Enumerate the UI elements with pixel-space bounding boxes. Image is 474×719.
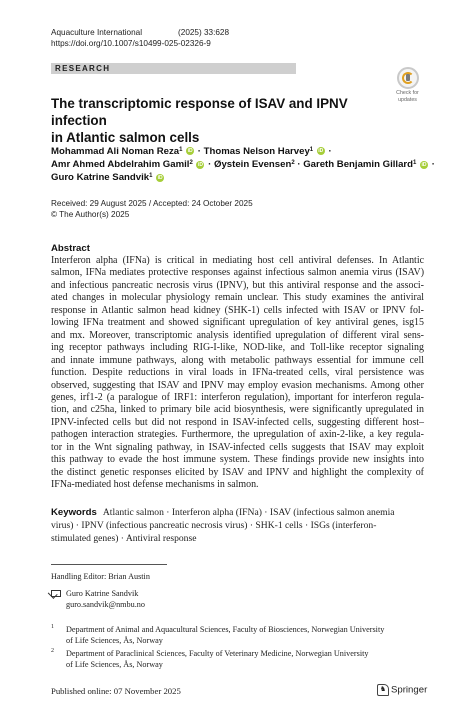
envelope-icon <box>51 590 61 597</box>
author-affiliation-ref: 1 <box>179 147 183 153</box>
journal-name: Aquaculture International <box>51 28 143 37</box>
abstract-line: salmon, IFNa mediates protective responses against infectious salmon anemia virus (ISAV) <box>51 267 424 279</box>
author-list <box>51 145 441 185</box>
orcid-icon[interactable]: iD <box>187 148 193 155</box>
author-separator: · <box>429 159 435 171</box>
author-name[interactable]: Thomas Nelson Harvey <box>203 146 310 157</box>
section-banner <box>51 63 296 74</box>
orcid-icon[interactable]: iD <box>197 161 203 168</box>
author-name[interactable]: Øystein Evensen <box>213 159 292 171</box>
article-dates <box>51 198 253 220</box>
author-name[interactable]: Amr Ahmed Abdelrahim Gamil <box>51 159 190 171</box>
check-for-updates-icon <box>397 67 419 89</box>
abstract-line: lowing IFNa treatment and showed significant upregulation of key antiviral genes, isg15 <box>51 317 424 329</box>
abstract-line: ated changes in molecular physiology remain unclear. This study examines the antiviral <box>51 292 424 304</box>
author-line-2 <box>51 158 441 171</box>
affiliation-line-2: of Life Sciences, Ås, Norway <box>66 660 163 669</box>
article-title <box>51 95 381 146</box>
abstract-line: function. Despite reductions in viral loads in IFNa-treated cells, viral persistence was <box>51 367 424 379</box>
springer-logo[interactable] <box>377 684 427 697</box>
abstract-line: pathogen interaction strategies. Furthermore, the upregulation of axin-2-like, a key regula- <box>51 429 424 441</box>
keywords-line-1 <box>51 506 424 519</box>
abstract-body <box>51 255 424 492</box>
abstract-line: response in Atlantic salmon head kidney (SHK-1) cells infected with ISAV or IPNV fol- <box>51 304 424 316</box>
orcid-icon[interactable]: iD <box>421 161 427 168</box>
orcid-icon[interactable]: iD <box>157 174 163 181</box>
abstract-line: and infectious pancreatic necrosis virus (IPNV), but this antiviral response and the associ- <box>51 279 424 291</box>
author-affiliation-ref: 1 <box>413 160 417 167</box>
check-label-line2: updates <box>398 97 417 103</box>
author-name[interactable]: Gareth Benjamin Gillard <box>303 159 414 171</box>
author-affiliation-ref: 2 <box>189 160 193 167</box>
abstract-line: tor in the Wnt signaling pathway, in ISAV-infected cells suggests that ISAV may exploit <box>51 441 424 453</box>
doi-link[interactable]: https://doi.org/10.1007/s10499-025-02326-9 <box>51 39 211 48</box>
abstract-line: ing receptor pathways including RIG-I-like, NOD-like, and Toll-like receptor signaling <box>51 342 424 354</box>
abstract-line: and innate immune pathways, along with metabolic pathways essential for immune cell <box>51 354 424 366</box>
author-separator: · <box>325 146 332 157</box>
journal-line <box>51 27 229 38</box>
keywords-line-2: virus) · IPNV (infectious pancreatic necrosis virus) · SHK-1 cells · ISGs (interferon- <box>51 520 377 531</box>
author-affiliation-ref: 2 <box>291 160 295 167</box>
check-label-line1: Check for <box>396 90 419 96</box>
publisher-name: Springer <box>391 684 428 696</box>
affiliation-text <box>66 648 426 670</box>
affiliation-number: 2 <box>51 648 54 654</box>
title-line-2: in Atlantic salmon cells <box>51 130 200 145</box>
keywords-text-1: Atlantic salmon · Interferon alpha (IFNa) · ISAV (infectious salmon anemia <box>102 507 395 518</box>
author-name[interactable]: Guro Katrine Sandvik <box>51 172 150 184</box>
abstract-line: this pathway to evade the host immune system. These findings provide new insights into <box>51 454 424 466</box>
abstract-line: the distinct genetic responses elicited by ISAV and IPNV and highlight the complexity of <box>51 466 424 478</box>
affiliation-number: 1 <box>51 624 54 630</box>
correspondence-name: Guro Katrine Sandvik <box>66 589 139 598</box>
check-for-updates-badge[interactable] <box>391 67 424 103</box>
author-affiliation-ref: 1 <box>309 147 314 153</box>
abstract-line: IPNV-infected cells but did not respond in ISAV-infected cells, suggesting different host– <box>51 416 424 428</box>
handling-editor: Handling Editor: Brian Austin <box>51 572 150 581</box>
correspondence <box>66 588 145 610</box>
published-online: Published online: 07 November 2025 <box>51 686 181 696</box>
orcid-icon[interactable]: iD <box>318 148 324 155</box>
author-separator: · <box>294 159 304 171</box>
title-line-1: The transcriptomic response of ISAV and IPNV infection <box>51 96 348 128</box>
author-separator: · <box>195 146 204 157</box>
section-label: RESEARCH <box>55 64 111 73</box>
author-line-3 <box>51 171 441 184</box>
abstract-line: observed, suggesting that ISAV and IPNV may employ evasion mechanisms. Among other <box>51 379 424 391</box>
correspondence-email[interactable]: guro.sandvik@nmbu.no <box>66 600 145 609</box>
abstract-line: tion, and c25ha, linked to primary bile acid biosynthesis, were significantly upregulated in <box>51 404 424 416</box>
received-accepted: Received: 29 August 2025 / Accepted: 24 October 2025 <box>51 199 253 208</box>
abstract-line: genes, irf1-2 (a paralogue of IRF1: interferon regulation), important for interferon regula- <box>51 391 424 403</box>
affiliation-line-1: Department of Animal and Aquacultural Sciences, Faculty of Biosciences, Norwegian University <box>66 625 385 634</box>
springer-horse-icon: ♞ <box>377 684 389 696</box>
affiliation-line-2: of Life Sciences, Ås, Norway <box>66 636 163 645</box>
author-line-1 <box>51 145 441 158</box>
abstract-line: IFNa-mediated host defense mechanisms in salmon. <box>51 479 259 491</box>
keywords-block <box>51 506 424 545</box>
author-name[interactable]: Mohammad Ali Noman Reza <box>51 146 180 157</box>
abstract-heading: Abstract <box>51 243 90 254</box>
keywords-label: Keywords <box>51 507 97 518</box>
copyright: © The Author(s) 2025 <box>51 210 130 219</box>
abstract-line: Interferon alpha (IFNa) is critical in mediating host cell antiviral defenses. In Atlantic <box>51 255 424 266</box>
footnote-divider <box>51 564 167 565</box>
volume-info: (2025) 33:628 <box>178 28 230 37</box>
keywords-line-3: stimulated genes) · Antiviral response <box>51 533 197 544</box>
journal-header <box>51 27 229 49</box>
abstract-line: and mx. Moreover, transcriptomic analysis identified upregulation of different viral sens- <box>51 329 424 341</box>
affiliation-text <box>66 624 426 646</box>
author-affiliation-ref: 1 <box>149 173 153 180</box>
affiliation-line-1: Department of Paraclinical Sciences, Faculty of Veterinary Medicine, Norwegian University <box>66 649 369 658</box>
author-separator: · <box>205 159 214 171</box>
